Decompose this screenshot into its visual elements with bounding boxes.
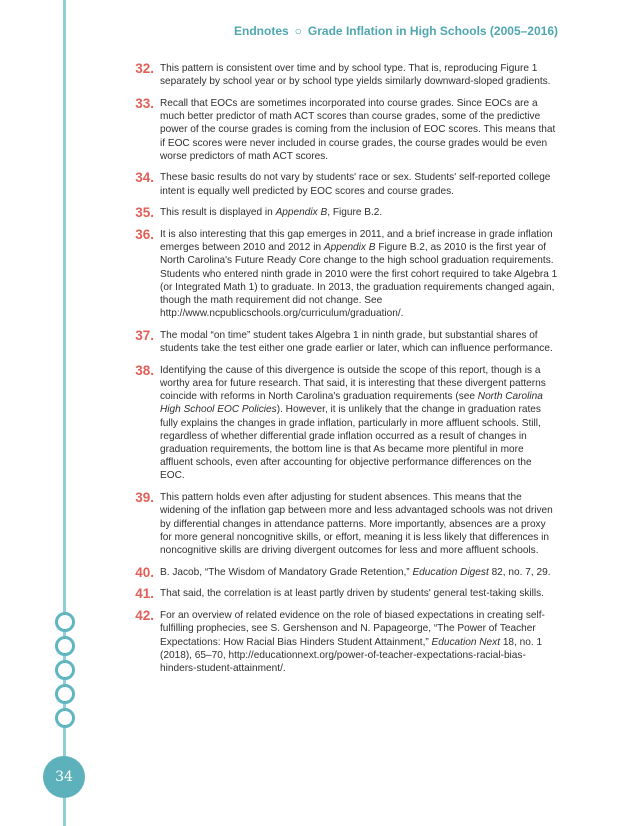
endnote-text xyxy=(160,171,558,197)
endnote-text-run: ). However, it is unlikely that the change in graduation rates fully explains the changes in grade inflation, particularly in more affluent schools. Still, regardless of whether differential grade inflation occurred as a result of changes in graduation requirements, the bottom line is that As became more plentiful in more affluent schools, even after accounting for objective performance differences on the EOC. xyxy=(160,404,541,482)
endnotes-list xyxy=(118,62,558,684)
endnote-italic-text: North Carolina High School EOC Policies xyxy=(160,391,543,416)
endnote-text-run: Figure B.2, as 2010 is the first year of North Carolina's Future Ready Core change to the high school graduation requirements. Students who entered ninth grade in 2010 were the first cohort required to take Algebra 1 (or Integrated Math 1) to graduate. In 2013, the graduation requirements changed again, though the math requirement did not change. See http://www.ncpublicschools.org/curriculum/graduation/. xyxy=(160,242,558,320)
endnote-number: 42. xyxy=(135,608,154,624)
endnote-number: 32. xyxy=(135,61,154,76)
endnote-text-run: 82, no. 7, 29. xyxy=(488,566,551,578)
endnote-text xyxy=(160,609,558,675)
endnote-item xyxy=(118,97,558,163)
endnote-text-run: Identifying the cause of this divergence is outside the scope of this report, though is a worthy area for future research. That said, it is interesting that these divergent patterns coincide with reforms in North Carolina's graduation requirements (see xyxy=(160,364,546,403)
endnote-number: 37. xyxy=(135,327,154,343)
endnote-text-run: This pattern holds even after adjusting for student absences. This means that the widening of the inflation gap between more and less advantaged schools was not driven by differential changes in attendance patterns. More importantly, absences are a proxy for more general noncognitive skills, or effort, meaning it is less likely that differences in noncognitive skills are driving divergent outcomes for less and more affluent schools. xyxy=(160,492,553,556)
endnote-item xyxy=(118,491,558,557)
endnote-text xyxy=(160,364,558,483)
running-header xyxy=(234,24,558,38)
endnote-text xyxy=(160,491,558,557)
page-number-badge: 34 xyxy=(43,756,85,798)
endnote-italic-text: Education Next xyxy=(431,636,501,648)
endnote-number: 41. xyxy=(135,586,154,602)
endnote-item xyxy=(118,566,558,579)
endnote-number: 39. xyxy=(135,490,154,506)
endnote-text xyxy=(160,62,558,88)
endnote-text-run: , Figure B.2. xyxy=(327,207,383,219)
endnote-text-run: B. Jacob, “The Wisdom of Mandatory Grade Retention,” xyxy=(160,566,413,578)
ring-icon xyxy=(55,636,75,656)
endnote-text xyxy=(160,206,558,219)
endnote-item xyxy=(118,364,558,483)
endnote-text xyxy=(160,587,558,600)
endnote-text xyxy=(160,228,558,320)
ring-icon xyxy=(55,684,75,704)
ring-icon xyxy=(55,708,75,728)
endnote-text-run: This result is displayed in xyxy=(160,207,276,219)
endnote-item xyxy=(118,206,558,219)
endnote-number: 34. xyxy=(135,170,154,186)
endnote-text-run: Recall that EOCs are sometimes incorporated into course grades. Since EOCs are a much better predictor of math ACT scores than course grades, some of the predictive power of the course grades is coming from the inclusion of EOC scores. This means that if EOC scores were never included in course grades, the course grades would be even worse predictors of math ACT scores. xyxy=(160,97,556,162)
endnote-text xyxy=(160,566,558,579)
endnote-item xyxy=(118,228,558,320)
endnote-italic-text: Appendix B xyxy=(323,242,376,254)
header-report-title: Grade Inflation in High Schools (2005–2016) xyxy=(307,24,558,38)
endnote-text-run: The modal “on time” student takes Algebra 1 in ninth grade, but substantial shares of students take the test either one grade earlier or later, which can influence performance. xyxy=(160,329,553,355)
endnote-text xyxy=(160,97,558,163)
endnote-text-run: This pattern is consistent over time and by school type. That is, reproducing Figure 1 separately by school year or by school type yields similarly downward-sloped gradients. xyxy=(160,63,551,88)
ring-icon xyxy=(55,612,75,632)
ring-icon xyxy=(55,660,75,680)
endnote-text-run: For an overview of related evidence on the role of biased expectations in creating self-fulfilling prophecies, see S. Gershenson and N. Papageorge, “The Power of Teacher Expectations: How Racial Bias Hinders Student Attainment,” xyxy=(160,610,545,648)
endnote-text-run: These basic results do not vary by students' race or sex. Students' self-reported college intent is equally well predicted by EOC scores and course grades. xyxy=(160,172,551,197)
endnote-text-run: 18, no. 1 (2018), 65–70, http://educationnext.org/power-of-teacher-expectations-racial-bias-hinders-student-attainment/. xyxy=(160,636,543,674)
endnote-number: 35. xyxy=(135,205,154,221)
endnote-item xyxy=(118,587,558,600)
endnote-italic-text: Appendix B xyxy=(275,207,328,219)
endnote-item xyxy=(118,62,558,88)
endnote-number: 36. xyxy=(135,227,154,243)
endnote-number: 33. xyxy=(135,95,154,111)
header-separator: ○ xyxy=(294,24,302,38)
endnote-text-run: It is also interesting that this gap emerges in 2011, and a brief increase in grade inflation emerges between 2010 and 2012 in xyxy=(160,229,553,254)
header-section: Endnotes xyxy=(234,24,289,38)
endnote-item xyxy=(118,171,558,197)
endnote-item xyxy=(118,329,558,355)
endnote-number: 38. xyxy=(135,362,154,378)
endnote-item xyxy=(118,609,558,675)
endnote-text-run: That said, the correlation is at least partly driven by students' general test-taking skills. xyxy=(160,588,544,600)
endnote-text xyxy=(160,329,558,355)
endnote-italic-text: Education Digest xyxy=(412,566,489,578)
endnote-number: 40. xyxy=(135,564,154,580)
